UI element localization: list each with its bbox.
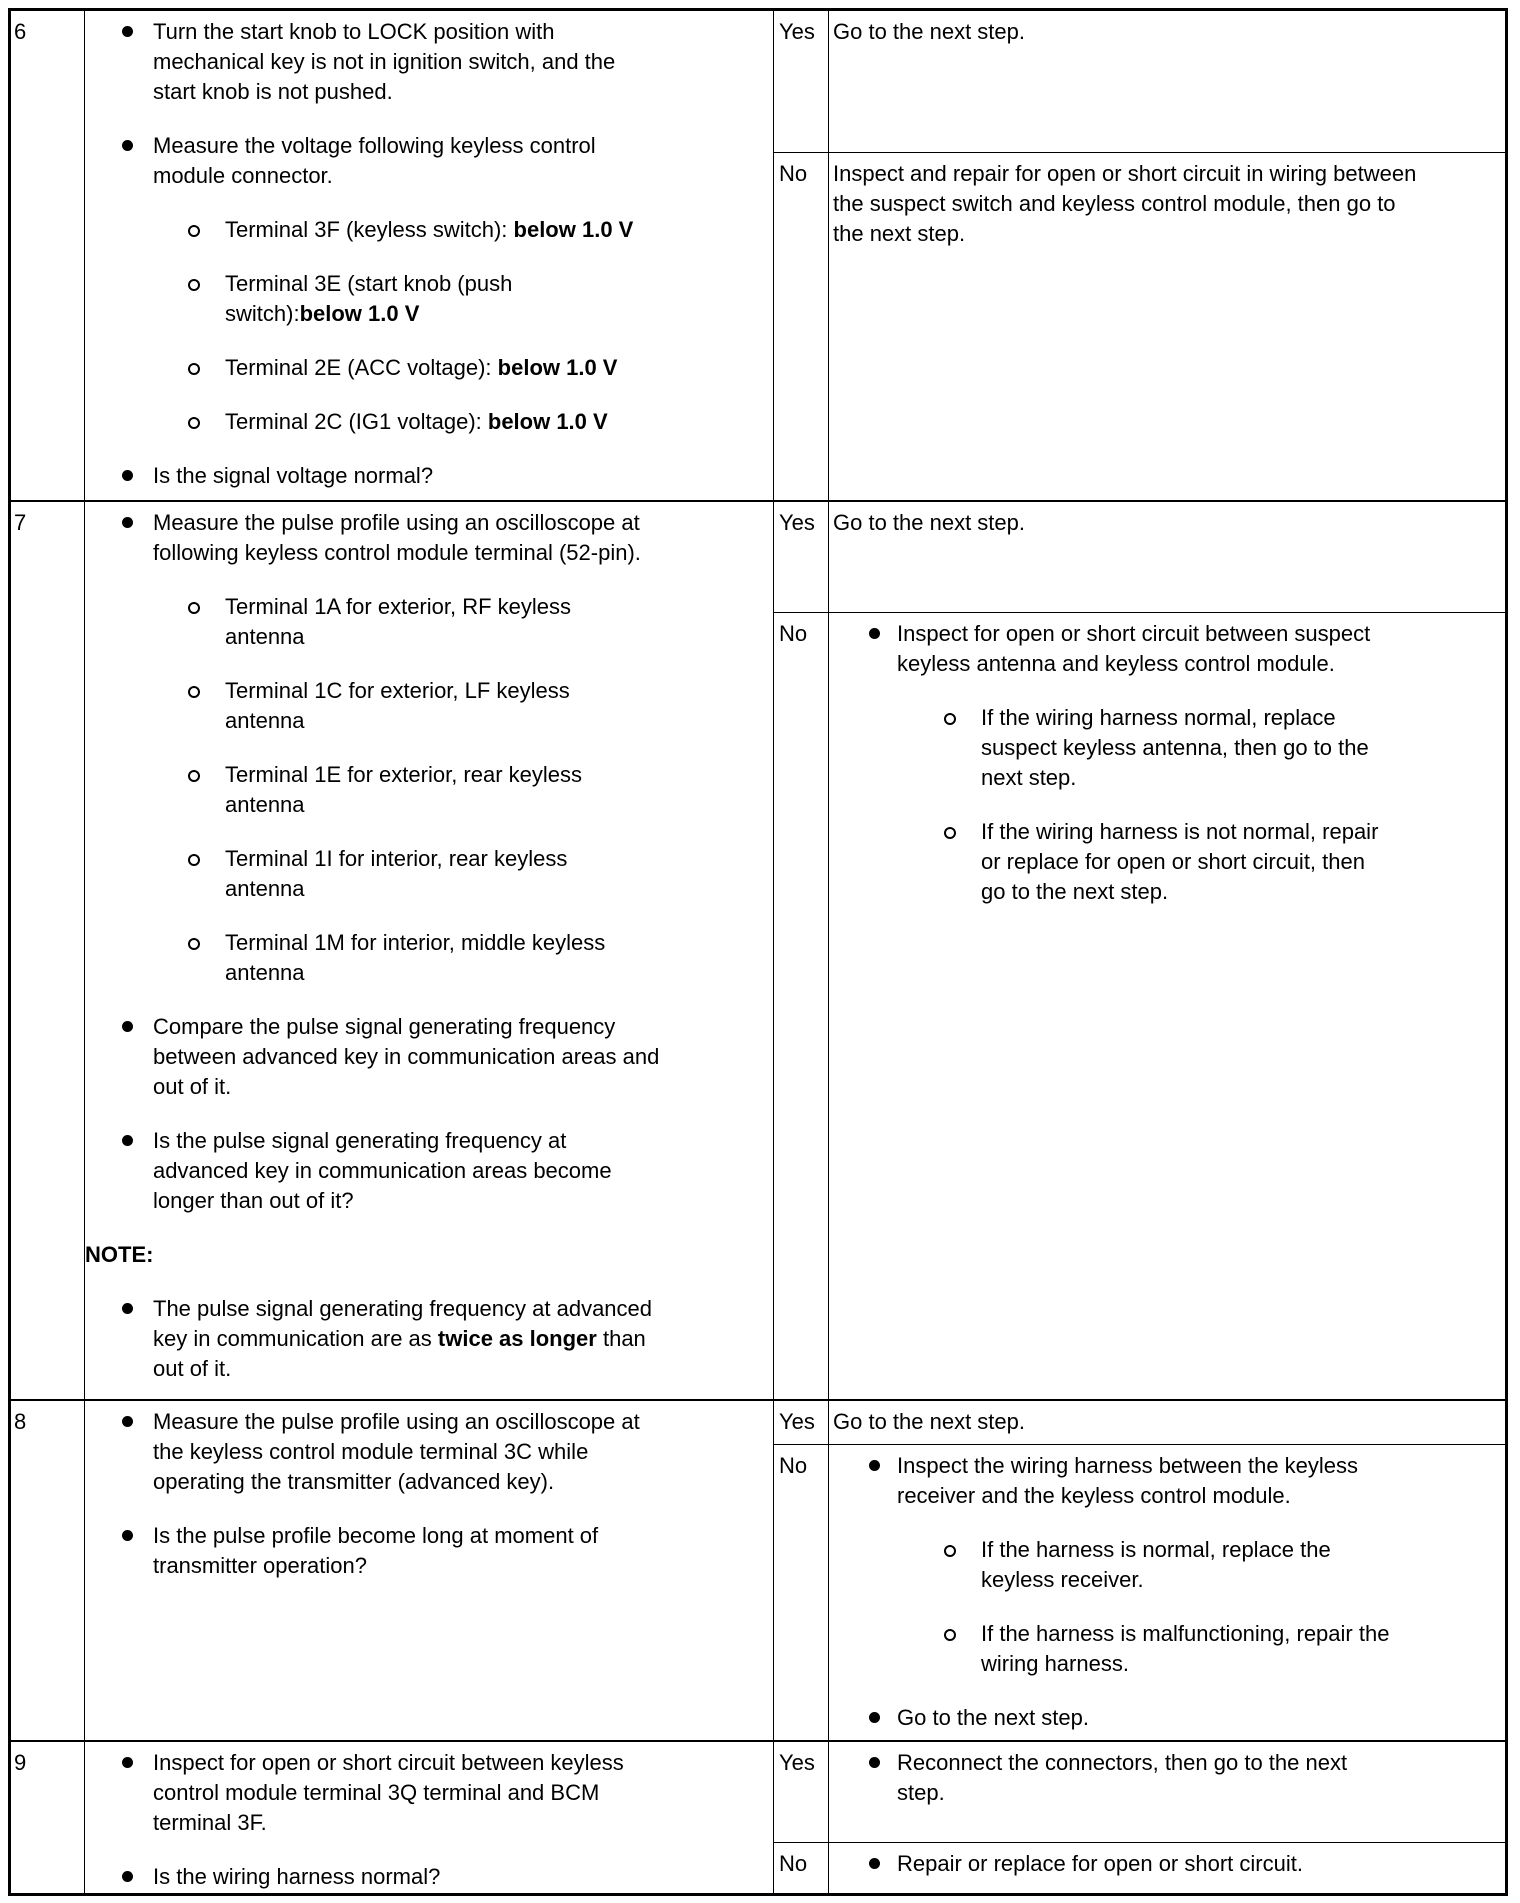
text-line: Go to the next step. [833,1409,1026,1434]
step-number: 6 [11,11,85,500]
text-line: The pulse signal generating frequency at advanced [153,1296,653,1321]
text-line: step. [897,1780,945,1805]
bullet-item [829,1748,1505,1808]
bullet-icon [122,140,133,151]
no-result [774,153,1505,500]
hollow-bullet-icon [188,854,200,866]
bold-text: below 1.0 V [513,217,634,242]
sub-bullet-item [85,592,773,652]
text-segment: switch): [225,301,300,326]
yes-action-text [829,11,1505,71]
bullet-item [85,1862,773,1892]
text-line: out of it. [153,1074,232,1099]
no-label: No [774,1843,829,1896]
yes-result [774,1401,1505,1445]
bullet-item [85,131,773,191]
bullet-icon [122,1530,133,1541]
sub-bullet-item [829,1619,1505,1679]
sub-bullet-item [85,407,773,437]
bold-text: below 1.0 V [497,355,618,380]
bullet-icon [869,628,880,639]
yes-action-text [829,1742,1505,1832]
bullet-icon [869,1757,880,1768]
text-line: Inspect for open or short circuit between keyless [153,1750,624,1775]
step-number: 7 [11,502,85,1399]
text-line: If the wiring harness is not normal, repair [981,819,1379,844]
text-line: Inspect and repair for open or short circuit in wiring between [833,161,1417,186]
text-line: NOTE: [85,1242,154,1267]
result-cell [774,11,1505,500]
hollow-bullet-icon [188,279,200,291]
sub-bullet-item [85,928,773,988]
text-line: start knob is not pushed. [153,79,393,104]
no-action-text [829,153,1505,273]
no-label: No [774,1445,829,1740]
text-line: antenna [225,708,305,733]
text-line: Is the pulse profile become long at moment of [153,1523,599,1548]
text-line: Is the pulse signal generating frequency at [153,1128,567,1153]
action-cell [85,502,774,1399]
hollow-bullet-icon [944,1629,956,1641]
bold-text: below 1.0 V [299,301,420,326]
text-line [85,1324,773,1354]
bullet-icon [122,26,133,37]
text-line: the keyless control module terminal 3C while [153,1439,589,1464]
bullet-icon [122,1871,133,1882]
hollow-bullet-icon [188,417,200,429]
table-row [11,1401,1505,1742]
table-row [11,502,1505,1401]
text-segment: Terminal 3F (keyless switch): [225,217,514,242]
text-line: Reconnect the connectors, then go to the next [897,1750,1348,1775]
text-line: Inspect for open or short circuit between suspect [897,621,1371,646]
bullet-icon [869,1460,880,1471]
text-line: Is the wiring harness normal? [153,1864,441,1889]
paragraph [829,17,1505,47]
bullet-item [85,1294,773,1384]
text-line: Turn the start knob to LOCK position with [153,19,555,44]
bullet-item [85,1407,773,1497]
bullet-item [85,508,773,568]
text-line: Terminal 1E for exterior, rear keyless [225,762,583,787]
bullet-icon [869,1712,880,1723]
paragraph [829,159,1505,249]
bullet-icon [122,517,133,528]
hollow-bullet-icon [944,713,956,725]
bullet-icon [122,1135,133,1146]
sub-bullet-item [85,269,773,329]
text-line: Inspect the wiring harness between the keyless [897,1453,1359,1478]
no-result [774,613,1505,1399]
action-cell [85,1742,774,1896]
hollow-bullet-icon [188,225,200,237]
bold-text: below 1.0 V [487,409,608,434]
sub-bullet-item [829,1535,1505,1595]
yes-label: Yes [774,502,829,612]
hollow-bullet-icon [944,827,956,839]
no-result [774,1445,1505,1740]
bullet-item [85,17,773,107]
text-line: suspect keyless antenna, then go to the [981,735,1369,760]
text-line: Terminal 1M for interior, middle keyless [225,930,606,955]
text-line: receiver and the keyless control module. [897,1483,1291,1508]
text-line: keyless receiver. [981,1567,1144,1592]
no-action-text [829,1843,1505,1903]
text-line: Go to the next step. [833,510,1026,535]
text-line: the next step. [833,221,966,246]
bullet-icon [122,1416,133,1427]
table-row [11,11,1505,502]
sub-bullet-item [85,844,773,904]
text-line: terminal 3F. [153,1810,267,1835]
result-cell [774,502,1505,1399]
yes-label: Yes [774,1401,829,1444]
bullet-icon [869,1858,880,1869]
text-line: If the harness is malfunctioning, repair the [981,1621,1390,1646]
text-line: following keyless control module terminal (52-pin). [153,540,641,565]
text-line: next step. [981,765,1077,790]
action-cell [85,11,774,500]
text-line: module connector. [153,163,333,188]
text-line: control module terminal 3Q terminal and BCM [153,1780,600,1805]
bullet-item [85,1521,773,1581]
yes-result [774,11,1505,153]
text-line: or replace for open or short circuit, then [981,849,1365,874]
bullet-icon [122,470,133,481]
text-line: Is the signal voltage normal? [153,463,434,488]
text-line: antenna [225,960,305,985]
result-cell [774,1742,1505,1896]
hollow-bullet-icon [188,770,200,782]
text-line: mechanical key is not in ignition switch, and the [153,49,616,74]
text-segment: Terminal 2C (IG1 voltage): [225,409,488,434]
text-line: advanced key in communication areas become [153,1158,612,1183]
bullet-item [85,1012,773,1102]
bullet-item [829,1451,1505,1511]
text-line: antenna [225,792,305,817]
step-number: 8 [11,1401,85,1740]
text-line: longer than out of it? [153,1188,354,1213]
hollow-bullet-icon [188,938,200,950]
text-line: keyless antenna and keyless control module. [897,651,1335,676]
text-segment: key in communication are as [153,1326,438,1351]
text-line: Measure the voltage following keyless control [153,133,596,158]
no-action-text [829,613,1505,931]
hollow-bullet-icon [188,602,200,614]
no-label: No [774,613,829,1399]
yes-result [774,1742,1505,1843]
text-line: the suspect switch and keyless control module, then go to [833,191,1396,216]
text-line: Go to the next step. [897,1705,1090,1730]
hollow-bullet-icon [944,1545,956,1557]
hollow-bullet-icon [188,363,200,375]
result-cell [774,1401,1505,1740]
yes-label: Yes [774,11,829,152]
bullet-item [85,1126,773,1216]
sub-bullet-item [85,353,773,383]
text-line: Terminal 1I for interior, rear keyless [225,846,568,871]
text-line: Terminal 1A for exterior, RF keyless [225,594,572,619]
table-row [11,1742,1505,1896]
text-line: If the wiring harness normal, replace [981,705,1336,730]
paragraph [829,508,1505,538]
text-line: antenna [225,876,305,901]
no-label: No [774,153,829,500]
bold-text: twice as longer [437,1326,597,1351]
note-heading [85,1240,773,1270]
sub-bullet-item [85,676,773,736]
paragraph [829,1407,1505,1437]
text-line: transmitter operation? [153,1553,367,1578]
hollow-bullet-icon [188,686,200,698]
bullet-icon [122,1021,133,1032]
text-line: Compare the pulse signal generating frequency [153,1014,616,1039]
no-result [774,1843,1505,1896]
text-segment: than [596,1326,646,1351]
text-segment: Terminal 2E (ACC voltage): [225,355,498,380]
text-line: wiring harness. [981,1651,1129,1676]
bullet-icon [122,1303,133,1314]
diagnostic-steps-table [8,8,1508,1896]
yes-action-text [829,502,1505,562]
sub-bullet-item [829,817,1505,907]
sub-bullet-item [829,703,1505,793]
text-line: If the harness is normal, replace the [981,1537,1331,1562]
bullet-item [85,461,773,491]
yes-result [774,502,1505,613]
bullet-item [829,1703,1505,1733]
text-line: Terminal 3E (start knob (push [225,271,513,296]
no-action-text [829,1445,1505,1757]
bullet-icon [122,1757,133,1768]
step-number: 9 [11,1742,85,1896]
text-line: operating the transmitter (advanced key). [153,1469,555,1494]
bullet-item [85,1748,773,1838]
text-line: Measure the pulse profile using an oscilloscope at [153,510,640,535]
text-line: between advanced key in communication areas and [153,1044,660,1069]
text-line: antenna [225,624,305,649]
bullet-item [829,619,1505,679]
text-line: Terminal 1C for exterior, LF keyless [225,678,570,703]
yes-label: Yes [774,1742,829,1842]
sub-bullet-item [85,215,773,245]
sub-bullet-item [85,760,773,820]
text-line: go to the next step. [981,879,1169,904]
bullet-item [829,1849,1505,1879]
action-cell [85,1401,774,1740]
text-line: out of it. [153,1356,232,1381]
text-line: Measure the pulse profile using an oscilloscope at [153,1409,640,1434]
text-line: Go to the next step. [833,19,1026,44]
text-line [85,299,773,329]
text-line: Repair or replace for open or short circuit. [897,1851,1303,1876]
